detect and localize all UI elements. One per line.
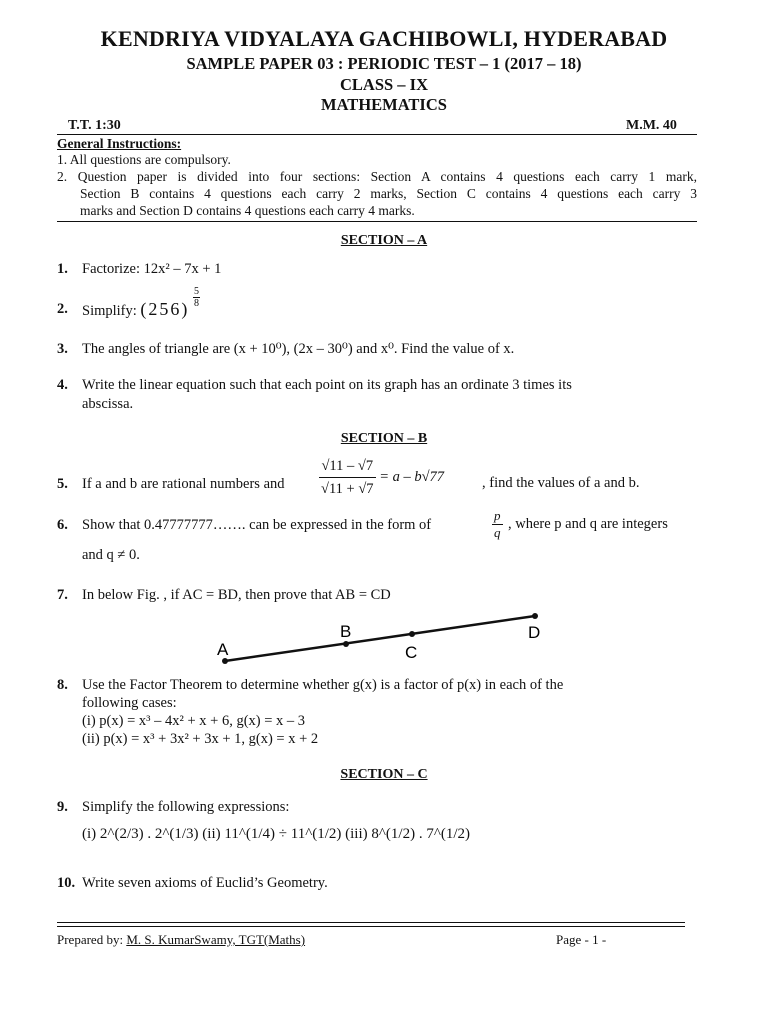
question-text: Factorize: 12x² – 7x + 1 — [82, 261, 222, 277]
section-c-heading: SECTION – C — [340, 767, 428, 782]
question-text: In below Fig. , if AC = BD, then prove that AB = CD — [82, 587, 391, 603]
line-segment-figure — [205, 605, 565, 667]
segment-ad — [225, 616, 535, 661]
point-c-label: C — [405, 643, 418, 662]
question-number: 8. — [57, 677, 68, 693]
max-marks: M.M. 40 — [626, 118, 677, 133]
instruction-2-end: marks and Section D contains 4 questions each carry 4 marks. — [80, 203, 415, 218]
question-text: If a and b are rational numbers and — [82, 476, 285, 492]
question-number: 2. — [57, 301, 68, 317]
instruction-2-cont: Section B contains 4 questions each carry 2 marks, Section C contains 4 questions each carry 3 — [80, 186, 697, 201]
question-number: 1. — [57, 261, 68, 277]
question-text: Simplify the following expressions: — [82, 799, 290, 815]
question-text: Write seven axioms of Euclid’s Geometry. — [82, 875, 328, 891]
q6-text-cont: and q ≠ 0. — [82, 547, 140, 563]
point-a-label: A — [217, 640, 229, 659]
school-name: KENDRIYA VIDYALAYA GACHIBOWLI, HYDERABAD — [100, 26, 668, 51]
simplify-exponent: $\frac{5}{8}$ — [194, 286, 200, 310]
instruction-2: 2. Question paper is divided into four sections: Section A contains 4 questions each carry 1 mark, — [57, 169, 697, 184]
question-text: Use the Factor Theorem to determine whether g(x) is a factor of p(x) in each of the — [82, 677, 564, 693]
q5-expression — [319, 455, 444, 500]
question-number: 10. — [57, 875, 76, 891]
simplify-base: (256) — [140, 299, 190, 319]
instructions-divider — [57, 221, 697, 222]
case-i: (i) p(x) = x³ – 4x² + x + 6, g(x) = x – 3 — [82, 713, 306, 729]
q6-text-after: , where p and q are integers — [508, 516, 668, 532]
point-b-dot — [343, 641, 349, 647]
prepared-label: Prepared by: — [57, 932, 124, 947]
subject-label: MATHEMATICS — [321, 95, 447, 114]
q5-fraction: $\frac{√11 - √7}{√11 + √7}$ — [319, 455, 376, 500]
question-text: Show that 0.47777777……. can be expressed in the form of — [82, 517, 432, 533]
instructions-title: General Instructions: — [57, 136, 182, 151]
section-b-heading: SECTION – B — [340, 431, 428, 446]
point-d-label: D — [528, 623, 541, 642]
question-number: 5. — [57, 476, 68, 492]
class-label: CLASS – IX — [339, 75, 429, 94]
point-d-dot — [532, 613, 538, 619]
question-text: Simplify: — [82, 303, 137, 319]
question-number: 4. — [57, 377, 68, 393]
question-text: Write the linear equation such that each point on its graph has an ordinate 3 times its — [82, 377, 572, 393]
point-b-label: B — [340, 622, 352, 641]
q5-rhs: = a – b√77 — [379, 468, 445, 485]
question-text: The angles of triangle are (x + 10⁰), (2x – 30⁰) and x⁰. Find the value of x. — [82, 341, 515, 357]
question-text-cont: following cases: — [82, 695, 177, 711]
case-ii: (ii) p(x) = x³ + 3x² + 3x + 1, g(x) = x + 2 — [82, 731, 319, 747]
page-number: Page - 1 - — [556, 932, 607, 947]
footer-rule-2 — [57, 926, 685, 927]
paper-title: SAMPLE PAPER 03 : PERIODIC TEST – 1 (2017 – 18) — [186, 54, 582, 73]
header-divider — [57, 134, 697, 135]
question-text-cont: abscissa. — [82, 396, 134, 412]
q5-text-after: , find the values of a and b. — [482, 475, 640, 491]
author-name: M. S. KumarSwamy, TGT(Maths) — [126, 932, 306, 947]
q6-fraction: $\frac{p}{q}$ — [494, 508, 501, 540]
time-allowed: T.T. 1:30 — [68, 118, 121, 133]
footer-rule-1 — [57, 922, 685, 923]
footer-prepared — [57, 932, 305, 948]
point-c-dot — [409, 631, 415, 637]
q9-expressions: (i) 2^(2/3) . 2^(1/3) (ii) 11^(1/4) ÷ 11^(1/2) (iii) 8^(1/2) . 7^(1/2) — [82, 826, 471, 842]
question-number: 7. — [57, 587, 68, 603]
section-a-heading: SECTION – A — [340, 233, 428, 248]
question-number: 3. — [57, 341, 68, 357]
question-number: 6. — [57, 517, 68, 533]
instruction-1: 1. All questions are compulsory. — [57, 152, 231, 167]
question-number: 9. — [57, 799, 68, 815]
